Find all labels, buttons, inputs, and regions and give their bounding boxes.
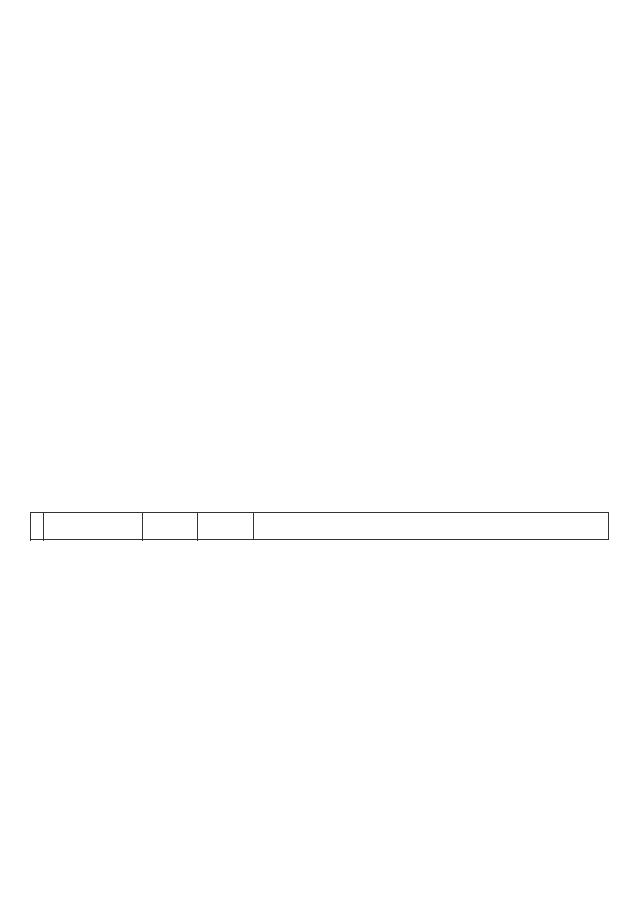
financing-table <box>30 512 609 540</box>
header-executor <box>143 513 198 540</box>
header-name <box>44 513 143 540</box>
header-num <box>31 513 44 540</box>
header-source <box>198 513 254 540</box>
header-volume <box>254 513 609 540</box>
